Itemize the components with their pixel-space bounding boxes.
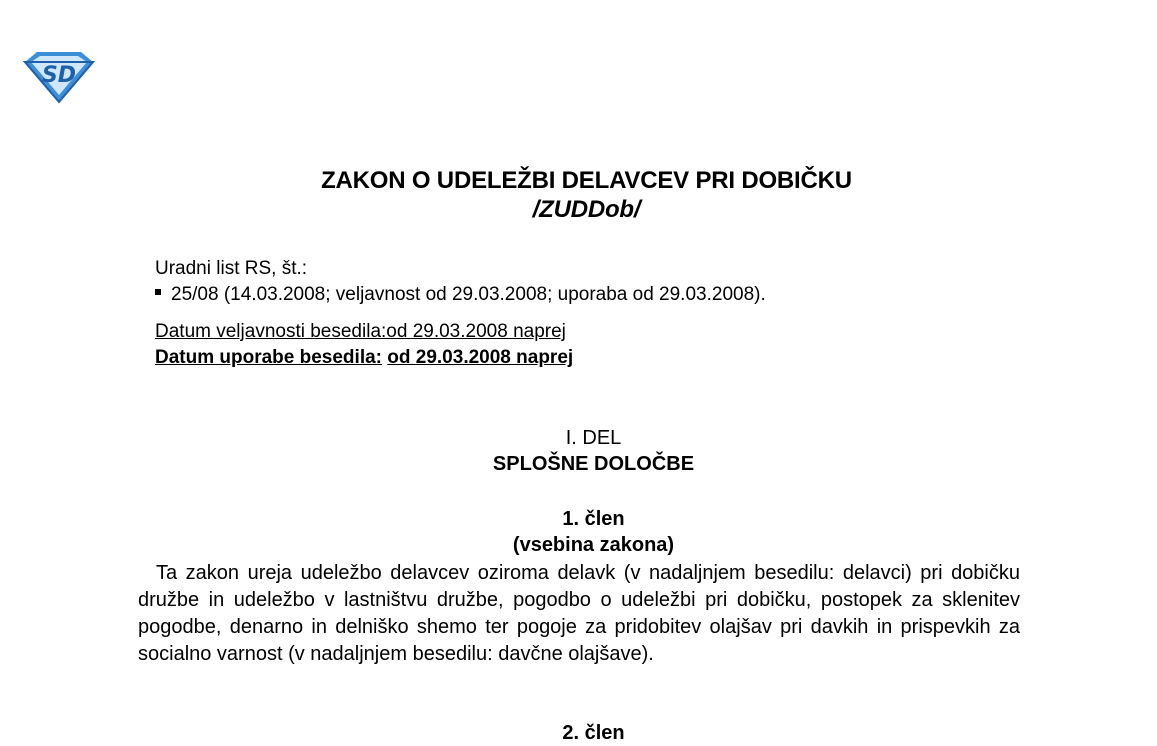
usage-date (155, 345, 573, 371)
document-abbreviation: /ZUDDob/ (532, 196, 641, 223)
company-logo (23, 48, 95, 104)
part-number: I. DEL (565, 427, 622, 449)
article-1-text: Ta zakon ureja udeležbo delavcev oziroma delavk (v nadaljnjem besedilu: delavci) pri dobičku družbe in udeležbo v lastništvu družbe, pogodbo o udeležbi pri dobičku, postopek za sklenitev pogodbe, denarno in delniško shemo ter pogoje za pridobitev olajšav pri davkih in prispevkih za socialno varnost (v nadaljnjem besedilu: davčne olajšave). (138, 562, 1020, 665)
gazette-label: Uradni list RS, št.: (155, 258, 308, 279)
article-2-number: 2. člen (562, 722, 625, 744)
part-title: SPLOŠNE DOLOČBE (492, 453, 695, 475)
article-1-number: 1. člen (562, 508, 625, 530)
validity-date: Datum veljavnosti besedila:od 29.03.2008 naprej (155, 321, 566, 342)
bullet-icon (155, 289, 161, 295)
gazette-entry (155, 282, 766, 308)
article-1-title: (vsebina zakona) (512, 534, 675, 556)
usage-date-label: Datum uporabe besedila: (155, 347, 382, 368)
usage-date-value: od 29.03.2008 naprej (387, 347, 574, 368)
document-title: ZAKON O UDELEŽBI DELAVCEV PRI DOBIČKU (321, 167, 852, 194)
logo-lettering: SD (41, 63, 77, 88)
gazette-entry-text: 25/08 (14.03.2008; veljavnost od 29.03.2008; uporaba od 29.03.2008). (171, 284, 766, 305)
